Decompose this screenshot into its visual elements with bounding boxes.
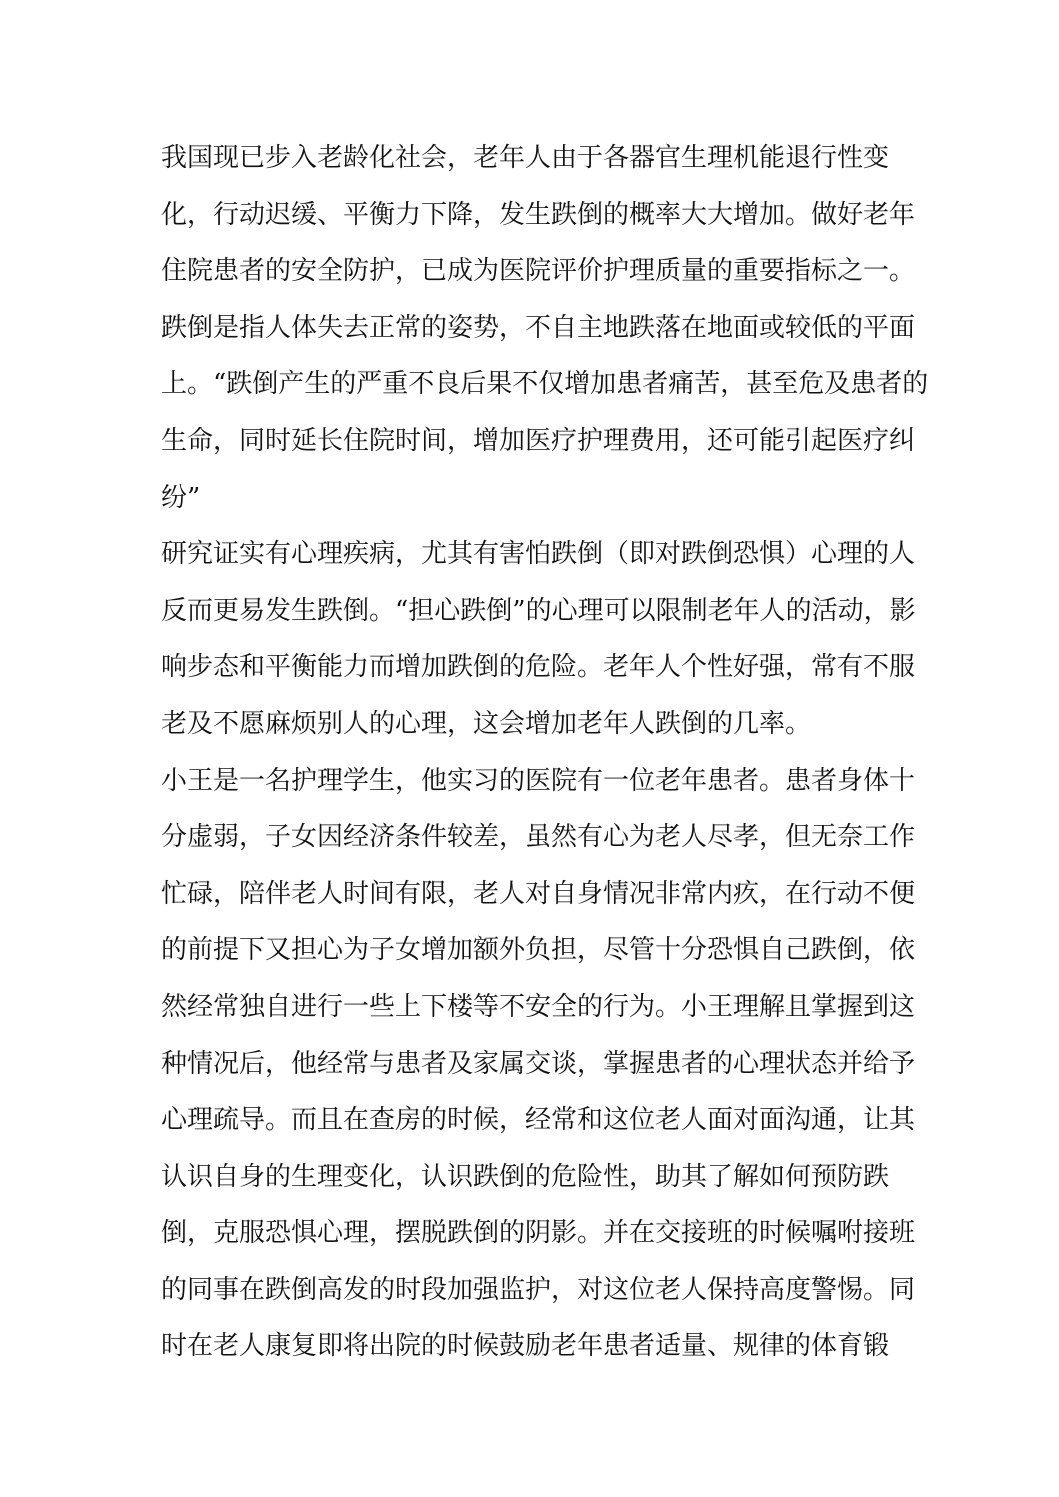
text-line: 我国现已步入老龄化社会，老年人由于各器官生理机能退行性变 (161, 143, 890, 173)
text-line: 的同事在跌倒高发的时段加强监护，对这位老人保持高度警惕。同 (161, 1274, 916, 1305)
text-line: 纷” (161, 482, 201, 513)
text-line: 化，行动迟缓、平衡力下降，发生跌倒的概率大大增加。做好老年 (161, 199, 916, 230)
text-line: 倒，克服恐惧心理，摆脱跌倒的阴影。并在交接班的时候嘱咐接班 (161, 1218, 916, 1249)
text-line: 认识自身的生理变化，认识跌倒的危险性，助其了解如何预防跌 (161, 1161, 890, 1192)
text-line: 的前提下又担心为子女增加额外负担，尽管十分恐惧自己跌倒，依 (161, 935, 916, 966)
text-line: 生命，同时延长住院时间，增加医疗护理费用，还可能引起医疗纠 (161, 425, 916, 456)
text-line: 跌倒是指人体失去正常的姿势，不自主地跌落在地面或较低的平面 (161, 312, 916, 343)
text-line: 心理疏导。而且在查房的时候，经常和这位老人面对面沟通，让其 (161, 1105, 916, 1136)
body-text (161, 135, 929, 1380)
text-line: 反而更易发生跌倒。“担心跌倒”的心理可以限制老年人的活动，影 (161, 595, 916, 626)
text-line: 然经常独自进行一些上下楼等不安全的行为。小王理解且掌握到这 (161, 991, 916, 1022)
text-line: 住院患者的安全防护，已成为医院评价护理质量的重要指标之一。 (161, 256, 916, 287)
text-line: 上。“跌倒产生的严重不良后果不仅增加患者痛苦，甚至危及患者的 (161, 369, 929, 400)
text-line: 老及不愿麻烦别人的心理，这会增加老年人跌倒的几率。 (161, 708, 812, 739)
text-line: 种情况后，他经常与患者及家属交谈，掌握患者的心理状态并给予 (161, 1048, 916, 1079)
text-line: 研究证实有心理疾病，尤其有害怕跌倒（即对跌倒恐惧）心理的人 (161, 539, 916, 570)
text-line: 响步态和平衡能力而增加跌倒的危险。老年人个性好强，常有不服 (161, 652, 916, 683)
text-line: 小王是一名护理学生，他实习的医院有一位老年患者。患者身体十 (161, 765, 916, 796)
text-line: 忙碌，陪伴老人时间有限，老人对自身情况非常内疚，在行动不便 (161, 878, 916, 909)
text-line: 分虚弱，子女因经济条件较差，虽然有心为老人尽孝，但无奈工作 (161, 822, 916, 853)
text-line: 时在老人康复即将出院的时候鼓励老年患者适量、规律的体育锻 (161, 1331, 890, 1362)
